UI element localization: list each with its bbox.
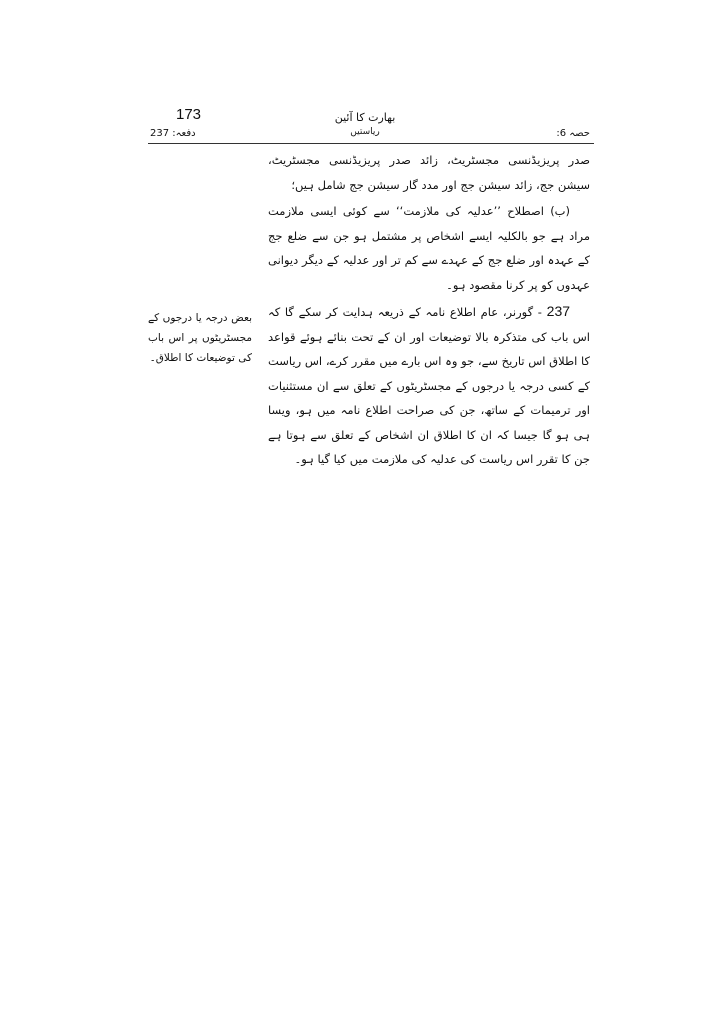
chapter-subtitle: ریاستیں [350, 127, 380, 137]
page-number: 173 [176, 106, 202, 123]
section-237-paragraph [268, 299, 590, 472]
continuation-paragraph: صدر پریزیڈنسی مجسٹریٹ، زائد صدر پریزیڈنسی مجسٹریٹ، سیشن جج، زائد سیشن جج اور مدد گار سیشن جج شامل ہیں؛ [268, 153, 590, 192]
article-label: دفعہ: 237 [150, 128, 196, 139]
part-label: حصہ 6: [556, 128, 590, 139]
book-title: بھارت کا آئین [334, 111, 396, 124]
marginal-note: بعض درجہ یا درجوں کے مجسٹریٹوں پر اس باب کی توضیعات کا اطلاق۔ [148, 312, 252, 364]
section-237-text: - گورنر، عام اطلاع نامہ کے ذریعہ ہدایت کر سکے گا کہ اس باب کی متذکرہ بالا توضیعات اور ان کے تحت بنائے ہوئے قواعد کا اطلاق اس تاریخ سے، جو وہ اس بارے میں مقرر کرے، اس ریاست کے کسی درجہ یا درجوں کے مجسٹریٹوں کے تعلق سے ان مستثنیات اور ترمیمات کے ساتھ، جن کی صراحت اطلاع نامہ میں ہو، ویسا ہی ہو گا جیسا کہ ان کا اطلاق ان اشخاص کے تعلق سے ہوتا ہے جن کا تقرر اس ریاست کی عدلیہ کی ملازمت میں کیا گیا ہو۔ [268, 305, 590, 466]
main-text-column [268, 148, 590, 472]
section-number: 237 [546, 303, 571, 319]
clause-b-paragraph: (ب) اصطلاح ’’عدلیہ کی ملازمت‘‘ سے کوئی ایسی ملازمت مراد ہے جو بالکلیہ ایسے اشخاص پر مشتمل ہو جن سے ضلع جج کے عہدہ اور ضلع جج کے عہدے سے کم تر اور عدلیہ کے دیگر دیوانی عہدوں کو پر کرنا مقصود ہو۔ [268, 204, 590, 292]
header-divider [148, 143, 594, 144]
